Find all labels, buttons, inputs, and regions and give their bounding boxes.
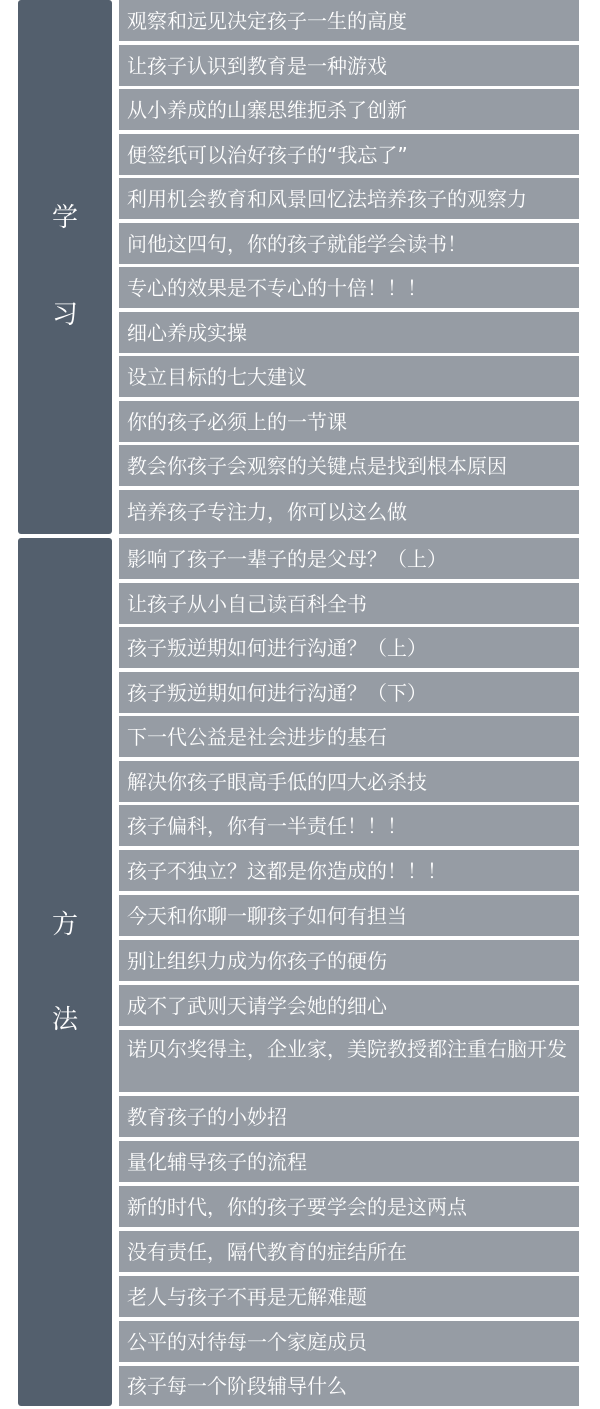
list-item[interactable]: 观察和远见决定孩子一生的高度 bbox=[119, 0, 579, 41]
list-item[interactable]: 新的时代，你的孩子要学会的是这两点 bbox=[119, 1186, 579, 1227]
section-label-method bbox=[18, 538, 112, 1406]
list-item[interactable]: 设立目标的七大建议 bbox=[119, 356, 579, 397]
list-item[interactable]: 成不了武则天请学会她的细心 bbox=[119, 985, 579, 1026]
list-item[interactable]: 孩子叛逆期如何进行沟通？（下） bbox=[119, 672, 579, 713]
list-item[interactable]: 别让组织力成为你孩子的硬伤 bbox=[119, 940, 579, 981]
section-label-char: 法 bbox=[51, 1005, 78, 1035]
list-item[interactable]: 细心养成实操 bbox=[119, 312, 579, 353]
list-item[interactable]: 影响了孩子一辈子的是父母？（上） bbox=[119, 538, 579, 579]
list-item[interactable]: 孩子叛逆期如何进行沟通？（上） bbox=[119, 627, 579, 668]
list-item[interactable]: 教育孩子的小妙招 bbox=[119, 1096, 579, 1137]
section-label-study bbox=[18, 0, 112, 534]
list-item[interactable]: 专心的效果是不专心的十倍！！！ bbox=[119, 267, 579, 308]
list-item[interactable]: 孩子偏科，你有一半责任！！！ bbox=[119, 805, 579, 846]
list-item[interactable]: 诺贝尔奖得主，企业家，美院教授都注重右脑开发 bbox=[119, 1030, 579, 1092]
list-item[interactable]: 今天和你聊一聊孩子如何有担当 bbox=[119, 895, 579, 936]
list-item[interactable]: 量化辅导孩子的流程 bbox=[119, 1141, 579, 1182]
list-item[interactable]: 你的孩子必须上的一节课 bbox=[119, 401, 579, 442]
list-item[interactable]: 公平的对待每一个家庭成员 bbox=[119, 1321, 579, 1362]
list-item[interactable]: 孩子不独立？这都是你造成的！！！ bbox=[119, 850, 579, 891]
section-label-char: 习 bbox=[51, 300, 78, 330]
list-item[interactable]: 利用机会教育和风景回忆法培养孩子的观察力 bbox=[119, 178, 579, 219]
section-label-char: 方 bbox=[51, 910, 78, 940]
section-label-char: 学 bbox=[51, 203, 78, 233]
list-item[interactable]: 下一代公益是社会进步的基石 bbox=[119, 716, 579, 757]
list-item[interactable]: 从小养成的山寨思维扼杀了创新 bbox=[119, 89, 579, 130]
list-item[interactable]: 便签纸可以治好孩子的“我忘了” bbox=[119, 134, 579, 175]
list-item[interactable]: 没有责任，隔代教育的症结所在 bbox=[119, 1231, 579, 1272]
list-item[interactable]: 让孩子从小自己读百科全书 bbox=[119, 583, 579, 624]
list-item[interactable]: 让孩子认识到教育是一种游戏 bbox=[119, 45, 579, 86]
list-item[interactable]: 培养孩子专注力，你可以这么做 bbox=[119, 490, 579, 534]
list-item[interactable]: 孩子每一个阶段辅导什么 bbox=[119, 1366, 579, 1406]
list-item[interactable]: 教会你孩子会观察的关键点是找到根本原因 bbox=[119, 445, 579, 486]
list-item[interactable]: 解决你孩子眼高手低的四大必杀技 bbox=[119, 761, 579, 802]
list-item[interactable]: 老人与孩子不再是无解难题 bbox=[119, 1276, 579, 1317]
list-item[interactable]: 问他这四句，你的孩子就能学会读书！ bbox=[119, 223, 579, 264]
